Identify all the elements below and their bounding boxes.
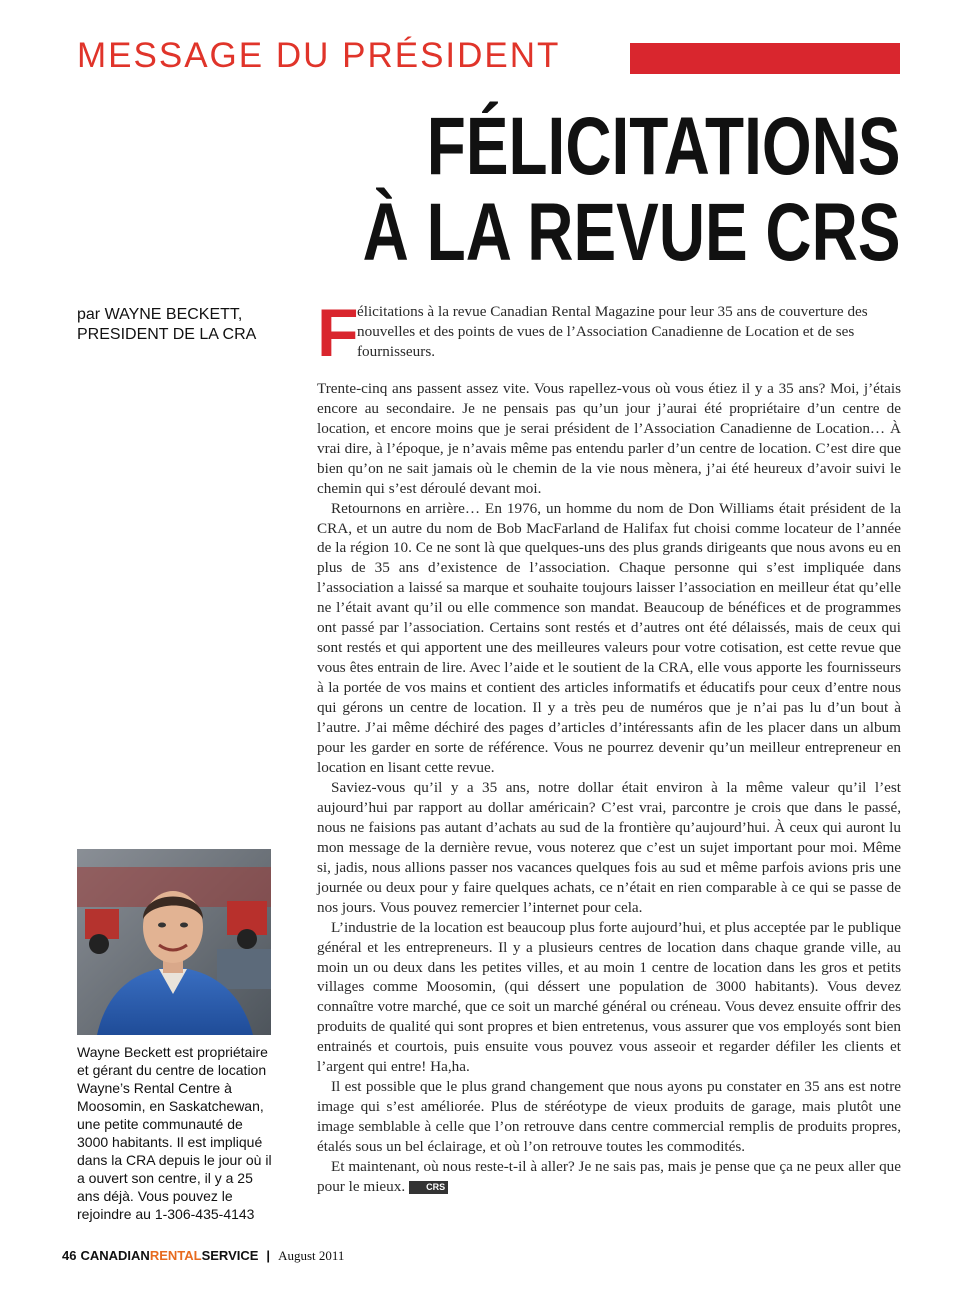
section-label: MESSAGE DU PRÉSIDENT	[77, 36, 561, 75]
article-intro	[317, 295, 901, 371]
publication-name-part-3: SERVICE	[201, 1248, 259, 1263]
author-photo	[77, 849, 271, 1035]
byline-title: PRESIDENT DE LA CRA	[77, 326, 257, 343]
article-paragraph: Il est possible que le plus grand changement que nous ayons pu constater en 35 ans est notre image qui s’est améliorée. Plus de stéréotype de vieux produits de garage, mais plutôt une image semblable à celle que l’on retrouve dans centre commercial remplis de produits propres, étalés sous un bel éclairage, et où l’on retrouve toutes les commodités.	[317, 1078, 901, 1156]
publication-name-part-1: CANADIAN	[80, 1248, 150, 1263]
page-footer	[62, 1248, 344, 1264]
article-paragraph: Saviez-vous qu’il y a 35 ans, notre dollar était environ à la même valeur qu’il l’est aujourd’hui par rapport au dollar américain? C’est vrai, parcontre je crois que dans le passé, nous ne faisions pas autant d’achats au sud de la frontière qu’aujourd’hui. À ceux qui auront lu mon message de la dernière revue, vous noterez que c’est un sujet important pour moi. Même si, jadis, nous allions passer nos vacances quelques fois au sud et même parfois avions pris une journée ou deux pour y faire quelques achats, ce n’était en rien comparable à ce qui se passe de nos jours. Vous pouvez remercier l’internet pour cela.	[317, 778, 901, 916]
end-mark: CRS	[409, 1181, 448, 1194]
byline-author: par WAYNE BECKETT,	[77, 306, 243, 323]
page-number: 46	[62, 1248, 77, 1263]
issue-date: August 2011	[278, 1248, 345, 1263]
article-paragraph-last	[317, 1157, 901, 1197]
intro-text: élicitations à la revue Canadian Rental Magazine pour leur 35 ans de couverture des nouvelles et des points de vues de l’Association Canadienne de Location et de ses fournisseurs.	[357, 303, 868, 360]
accent-bar	[630, 43, 900, 74]
headline-line-2: À LA REVUE CRS	[362, 187, 900, 278]
article-paragraph: L’industrie de la location est beaucoup plus forte aujourd’hui, et plus acceptée par le publique général et les entrepreneurs. Il y a plusieurs centres de location dans chaque grande ville, au moin un ou deux dans les petites villes, et au moin 1 centre de location dans les gros et petits villages comme Moosomin, (qui déssert une population de 3000 habitants). Vous devez connaître votre marché, que ce soit un marché général ou créneau. Vous devez ensuite offrir des produits de qualité qui sont propres et bien entretenus, vous assurer que vos employés sont bien entrainés et courtois, puis ensuite vous pouvez vous asseoir et regarder défiler les clients et l’argent qui entre! Ha,ha.	[317, 918, 901, 1076]
article-paragraph: Trente-cinq ans passent assez vite. Vous rapellez-vous où vous étiez il y a 35 ans? Moi, j’étais encore au secondaire. Je ne pensais pas qu’un jour j’aurai été propriétaire d’un centre de location, et encore moins que je serai président de l’Association Canadienne de Location… À vrai dire, à l’époque, je n’avais même pas entendu parler d’un centre de location. C’est dire que bien qu’on ne sait jamais où le chemin de la vie nous mènera, j’ai été heureux d’avoir suivi le chemin qui s’est déroulé devant moi.	[317, 379, 901, 497]
headline	[362, 101, 900, 278]
article-body	[317, 295, 901, 1197]
publication-name-part-2: RENTAL	[149, 1248, 202, 1263]
headline-line-1: FÉLICITATIONS	[426, 101, 900, 192]
article-paragraph: Retournons en arrière… En 1976, un homme du nom de Don Williams était président de la CRA, et un autre du nom de Bob MacFarland de Halifax fut choisi comme locateur de l’année de la région 10. Ce ne sont là que quelques-uns des plus grands dirigeants que nous avons eu en plus de 35 ans d’existence de l’association. Chaque personne qui s’est impliquée dans l’association a laissé sa marque et souhaite toujours laisser l’association en meilleur état qu’elle ne l’était avant qu’il ou elle commence son mandat. Beaucoup de bénéfices et de programmes ont passé par l’association. Certains sont restés et d’autres ont été délaissés, mais de ceux qui sont restés et qui apportent une des meilleures valeurs pour votre cotisation, est cette revue que vous êtes entrain de lire. Avec l’aide et le soutient de la CRA, elle vous apporte les fournisseurs à la portée de vos mains et contient des articles informatifs et éducatifs pour ceux d’entre nous qui gérons un centre de location. Il y a très peu de numéros que je n’ai pas lu d’un bout à l’autre. J’ai même déchiré des pages d’articles d’intéressants afin de les placer dans un album pour les garder en sorte de référence. Vous ne pourrez devenir qu’un meilleur entrepreneur en location en lisant cette revue.	[317, 499, 901, 776]
portrait-photo-icon	[77, 849, 271, 1035]
byline	[77, 305, 277, 345]
photo-caption: Wayne Beckett est propriétaire et gérant du centre de location Wayne’s Rental Centre à Moosomin, en Saskatchewan, une petite communauté de 3000 habitants. Il est impliqué dans la CRA depuis le jour où il a ouvert son centre, il y a 25 ans déjà. Vous pouvez le rejoindre au 1-306-435-4143	[77, 1044, 272, 1222]
last-paragraph-text: Et maintenant, où nous reste-t-il à aller? Je ne sais pas, mais je pense que ça ne peux aller que pour le mieux.	[317, 1158, 901, 1195]
drop-cap: F	[317, 295, 359, 371]
footer-separator: |	[266, 1248, 271, 1263]
